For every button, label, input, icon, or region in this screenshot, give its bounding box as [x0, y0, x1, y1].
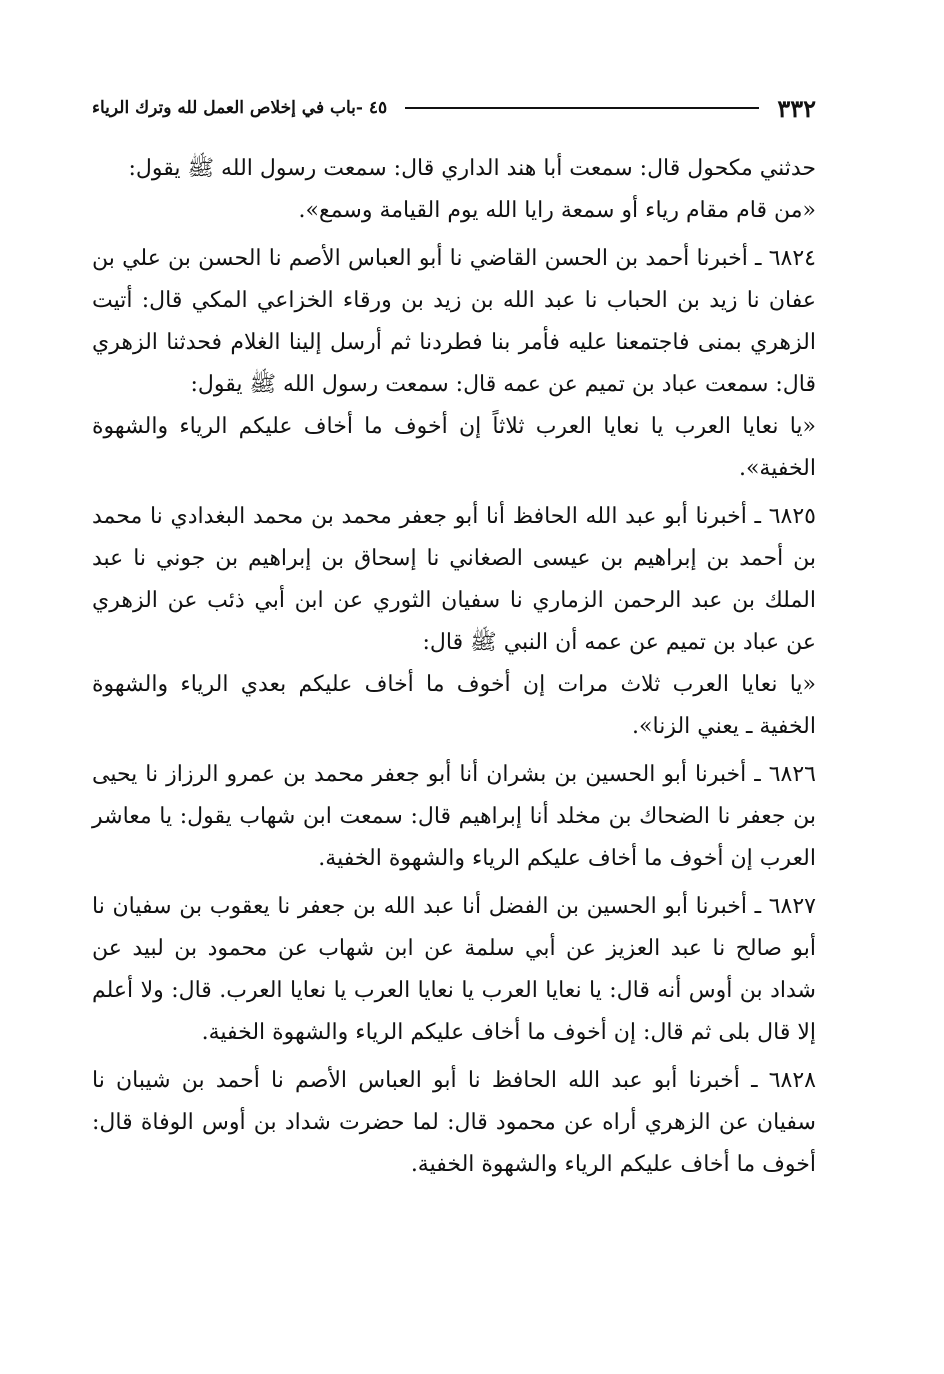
hadith-entry [92, 238, 816, 490]
isnad-text: ٦٨٢٨ ـ أخبرنا أبو عبد الله الحافظ نا أبو العباس الأصم نا أحمد بن شيبان نا سفيان عن الزهري أراه عن محمود قال: لما حضرت شداد بن أوس الوفاة قال: أخوف ما أخاف عليكم الرياء والشهوة الخفية. [92, 1068, 816, 1177]
running-header [92, 88, 816, 128]
page-body [92, 148, 816, 1192]
hadith-entry [92, 148, 816, 232]
isnad-text: ٦٨٢٤ ـ أخبرنا أحمد بن الحسن القاضي نا أبو العباس الأصم نا الحسن بن علي بن عفان نا زيد بن الحباب نا عبد الله بن زيد بن ورقاء الخزاعي المكي قال: أتيت الزهري بمنى فاجتمعنا عليه فأمر بنا فطردنا ثم أرسل إلينا الغلام فحدثنا الزهري قال: سمعت عباد بن تميم عن عمه قال: سمعت رسول الله ﷺ يقول: [92, 246, 816, 397]
hadith-entry [92, 754, 816, 880]
hadith-entry [92, 1060, 816, 1186]
hadith-entry [92, 886, 816, 1054]
chapter-title: ٤٥ -باب في إخلاص العمل لله وترك الرياء [92, 98, 388, 118]
hadith-entry [92, 496, 816, 748]
hadith-text: «يا نعايا العرب ثلاث مرات إن أخوف ما أخاف عليكم بعدي الرياء والشهوة الخفية ـ يعني الزنا». [92, 672, 816, 739]
isnad-text: ٦٨٢٥ ـ أخبرنا أبو عبد الله الحافظ أنا أبو جعفر محمد بن محمد البغدادي نا محمد بن أحمد بن إبراهيم بن عيسى الصغاني نا إسحاق بن إبراهيم بن جوني نا عبد الملك بن عبد الرحمن الزماري نا سفيان الثوري عن ابن أبي ذئب عن الزهري عن عباد بن تميم عن عمه أن النبي ﷺ قال: [92, 504, 816, 655]
isnad-text: ٦٨٢٦ ـ أخبرنا أبو الحسين بن بشران أنا أبو جعفر محمد بن عمرو الرزاز نا يحيى بن جعفر نا الضحاك بن مخلد أنا إبراهيم قال: سمعت ابن شهاب يقول: يا معاشر العرب إن أخوف ما أخاف عليكم الرياء والشهوة الخفية. [92, 762, 816, 871]
hadith-text: «يا نعايا العرب يا نعايا العرب ثلاثاً إن أخوف ما أخاف عليكم الرياء والشهوة الخفية». [92, 414, 816, 481]
isnad-text: حدثني مكحول قال: سمعت أبا هند الداري قال: سمعت رسول الله ﷺ يقول: [128, 156, 816, 181]
hadith-text: «من قام مقام رياء أو سمعة رايا الله يوم القيامة وسمع». [298, 198, 816, 223]
header-rule [405, 107, 759, 109]
page-number: ٣٣٢ [777, 93, 816, 123]
isnad-text: ٦٨٢٧ ـ أخبرنا أبو الحسين بن الفضل أنا عبد الله بن جعفر نا يعقوب بن سفيان نا أبو صالح نا عبد العزيز عن أبي سلمة عن ابن شهاب عن محمود بن لبيد عن شداد بن أوس أنه قال: يا نعايا العرب يا نعايا العرب يا نعايا العرب. قال: ولا أعلم إلا قال بلى ثم قال: إن أخوف ما أخاف عليكم الرياء والشهوة الخفية. [92, 894, 816, 1045]
